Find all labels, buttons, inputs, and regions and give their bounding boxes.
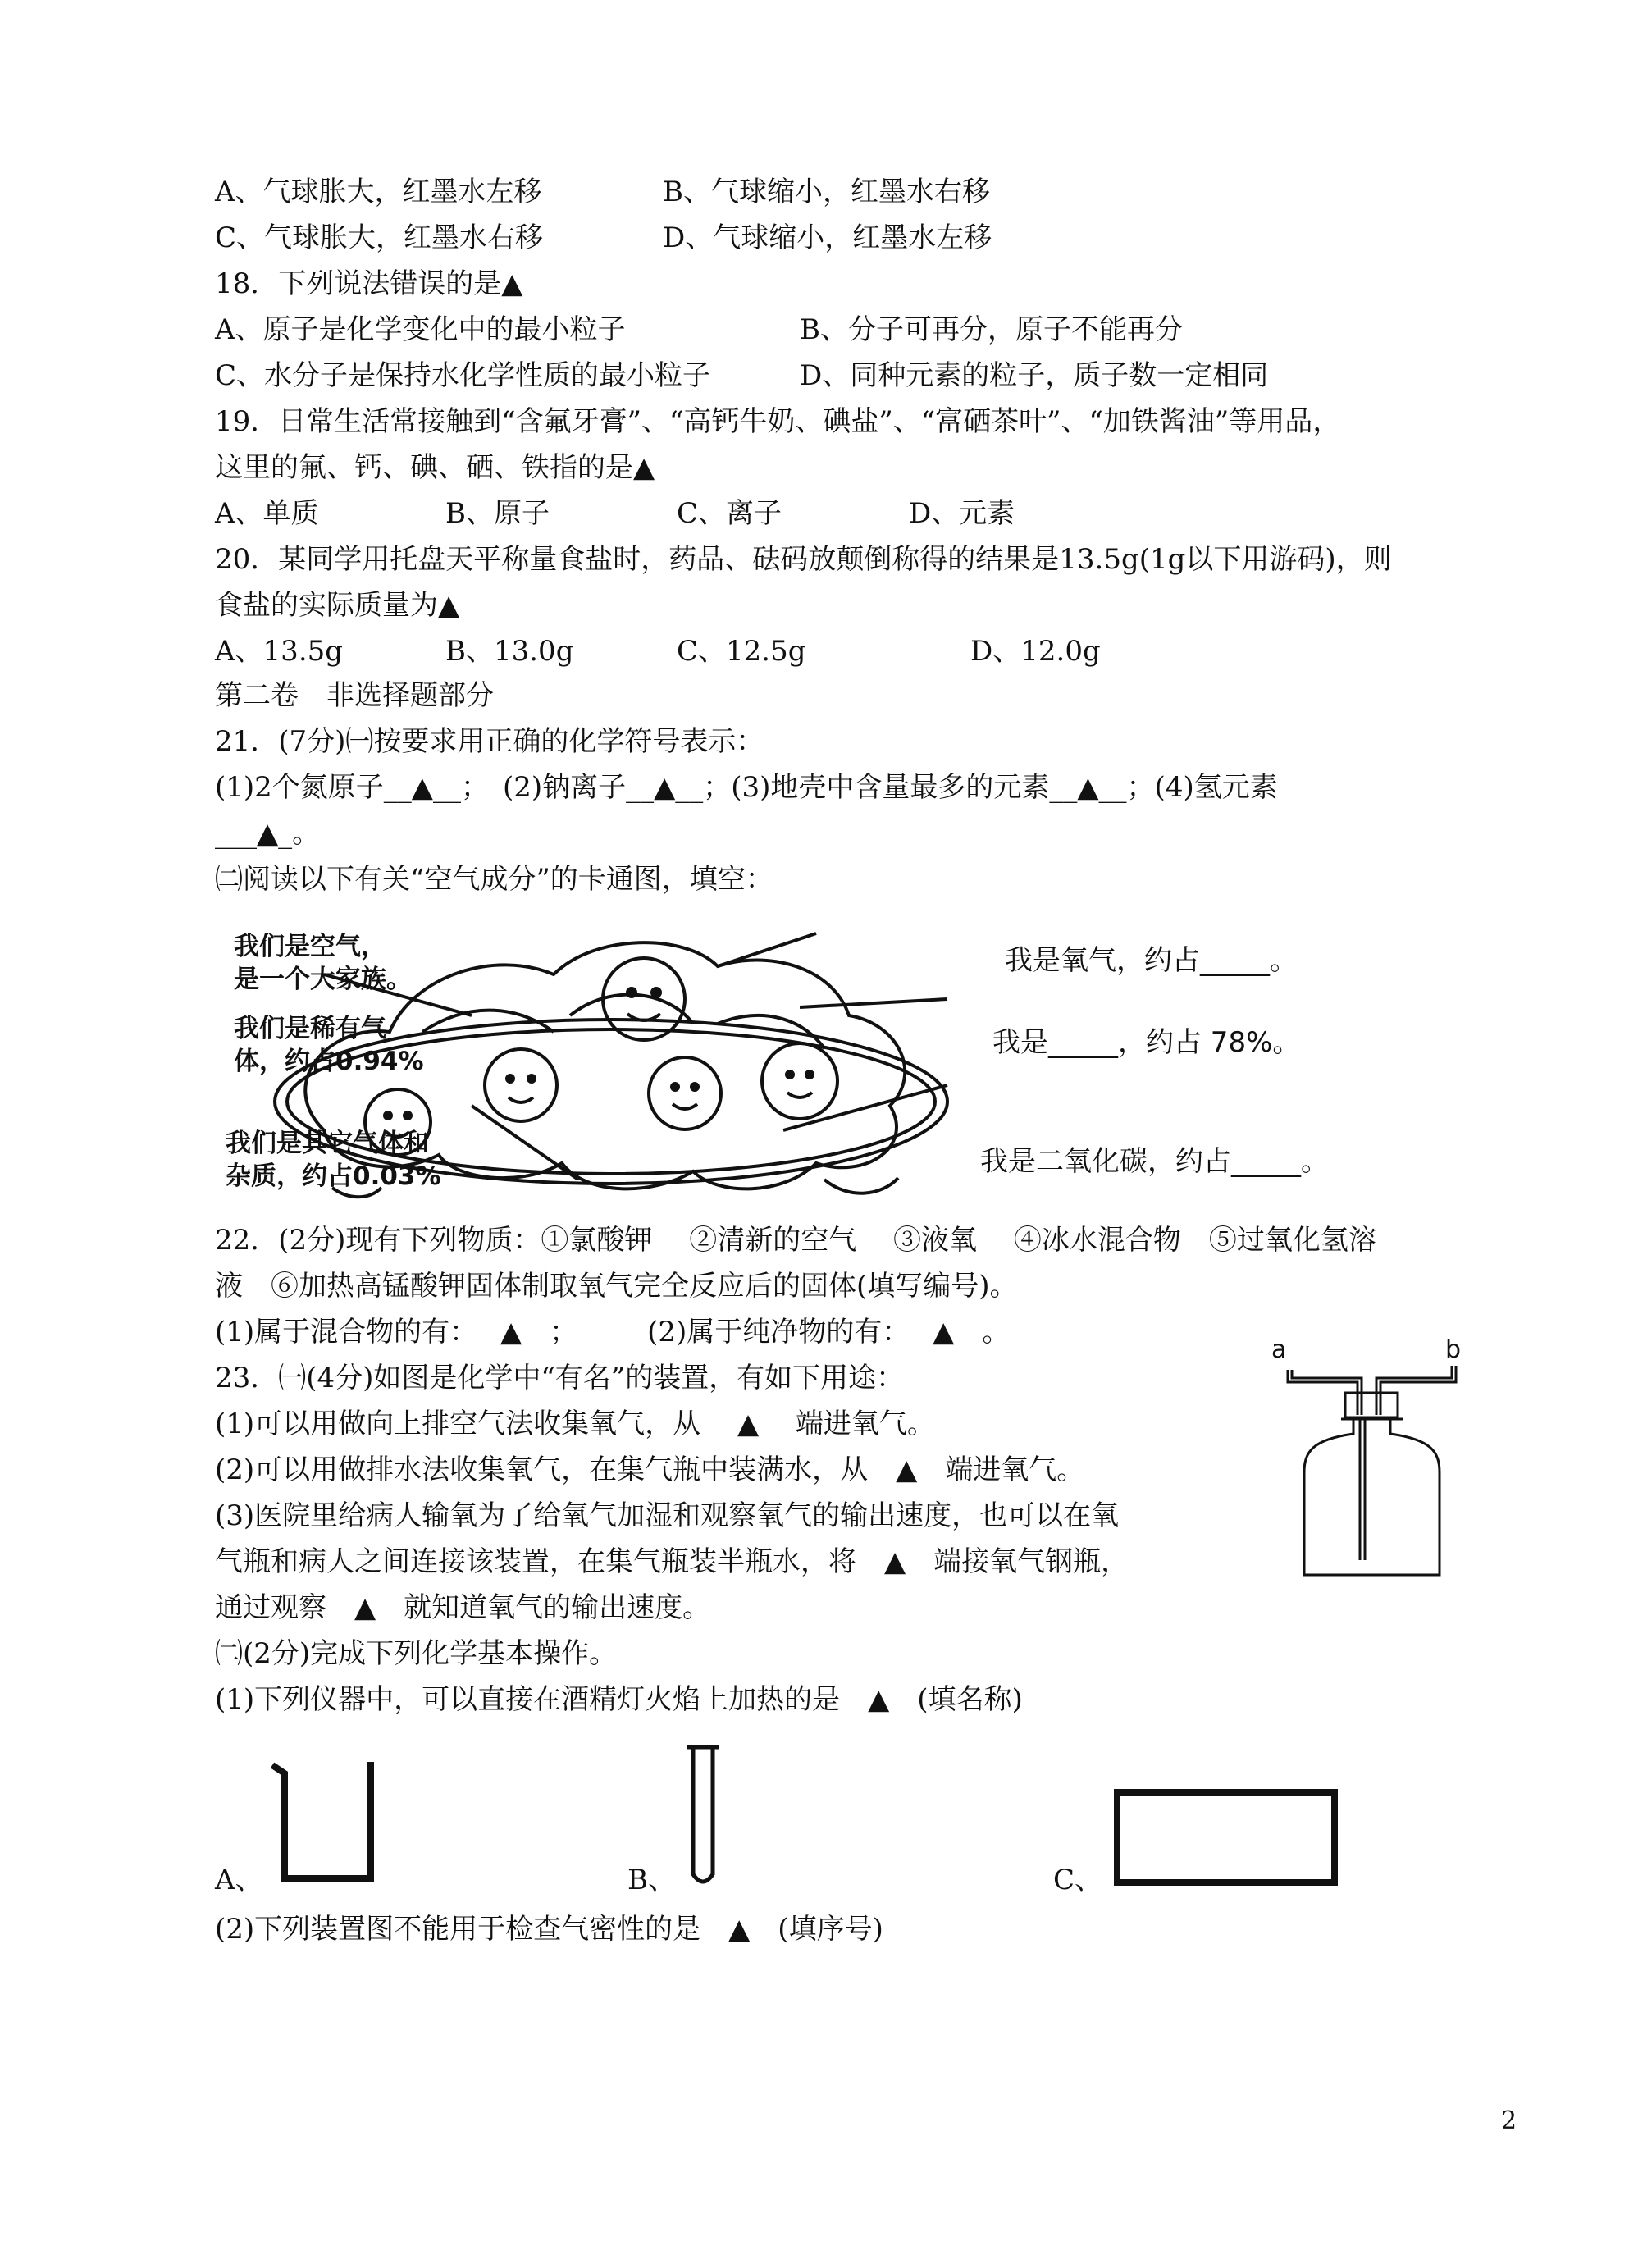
instrument-label-a: A、 [215,1864,263,1896]
q21-stem-1: 21．(7分)㈠按要求用正确的化学符号表示： [215,725,764,758]
q17-option-b: B、气球缩小，红墨水右移 [663,176,990,208]
q23-stem-2: (1)可以用做向上排空气法收集氧气，从 ▲ 端进氧气。 [215,1408,935,1440]
q23-stem-7: ㈡(2分)完成下列化学基本操作。 [215,1637,618,1670]
q18-stem: 18．下列说法错误的是▲ [215,267,523,300]
q23-stem-4: (3)医院里给病人输氧为了给氧气加湿和观察氧气的输出速度，也可以在氧 [215,1499,1120,1532]
note-oxygen: 我是氧气，约占_____。 [1005,944,1298,977]
q22-stem-1: 22．(2分)现有下列物质：①氯酸钾 ②清新的空气 ③液氧 ④冰水混合物 ⑤过氧化氢溶 [215,1224,1376,1257]
q22-stem-3: (1)属于混合物的有： ▲ ； (2)属于纯净物的有： ▲ 。 [215,1316,1011,1348]
q21-stem-3: ___▲_。 [215,817,321,850]
bubble-air-line1: 我们是空气， [234,932,386,961]
q20-option-a: A、13.5g [215,635,344,668]
q19-stem-1: 19．日常生活常接触到“含氟牙膏”、“高钙牛奶、碘盐”、“富硒茶叶”、“加铁酱油”等用品， [215,405,1341,438]
q20-option-b: B、13.0g [445,635,574,668]
q23-stem-5: 气瓶和病人之间连接该装置，在集气瓶装半瓶水，将 ▲ 端接氧气钢瓶， [215,1545,1129,1578]
test-tube-icon [678,1743,728,1891]
bubble-other-gas-line2: 杂质，约占0.03% [226,1161,441,1191]
bubble-air-line2: 是一个大家族。 [234,965,412,994]
gas-bottle-drawing [1271,1337,1468,1583]
evaporating-dish-icon [1113,1788,1343,1895]
q19-option-a: A、单质 [215,497,319,530]
q18-option-d: D、同种元素的粒子，质子数一定相同 [800,359,1269,392]
q19-option-c: C、离子 [677,497,782,530]
q21-stem-2: (1)2个氮原子__▲__； (2)钠离子__▲__；(3)地壳中含量最多的元素__▲__；(4)氢元素 [215,771,1278,804]
q20-stem-2: 食盐的实际质量为▲ [215,589,460,622]
air-cartoon [226,917,1357,1212]
q19-option-d: D、元素 [909,497,1015,530]
q19-option-b: B、原子 [445,497,550,530]
instrument-label-b: B、 [627,1864,676,1896]
q17-option-a: A、气球胀大，红墨水左移 [215,176,542,208]
q23-stem-1: 23．㈠(4分)如图是化学中“有名”的装置，有如下用途： [215,1362,905,1394]
bottle-label-b: b [1445,1335,1462,1364]
q19-stem-2: 这里的氟、钙、碘、硒、铁指的是▲ [215,451,655,484]
bubble-other-gas-line1: 我们是其它气体和 [226,1129,429,1158]
bubble-rare-gas-line1: 我们是稀有气 [234,1014,386,1043]
q22-stem-2: 液 ⑥加热高锰酸钾固体制取氧气完全反应后的固体(填写编号)。 [215,1270,1018,1303]
q23-stem-6: 通过观察 ▲ 就知道氧气的输出速度。 [215,1591,711,1624]
instrument-label-c: C、 [1053,1864,1103,1896]
q23-stem-8: (1)下列仪器中，可以直接在酒精灯火焰上加热的是 ▲ (填名称) [215,1683,1023,1716]
q18-option-b: B、分子可再分，原子不能再分 [800,313,1183,346]
gas-bottle-figure [1271,1337,1468,1583]
q18-option-a: A、原子是化学变化中的最小粒子 [215,313,626,346]
q17-option-d: D、气球缩小，红墨水左移 [663,221,992,254]
bubble-rare-gas-line2: 体，约占0.94% [234,1047,424,1076]
note-carbon-dioxide: 我是二氧化碳，约占_____。 [980,1145,1329,1178]
q23-stem-3: (2)可以用做排水法收集氧气，在集气瓶中装满水，从 ▲ 端进氧气。 [215,1453,1085,1486]
bottle-label-a: a [1271,1335,1287,1364]
beaker-icon [268,1755,383,1887]
q20-option-c: C、12.5g [677,635,806,668]
instruments-row [215,1739,1380,1903]
q18-option-c: C、水分子是保持水化学性质的最小粒子 [215,359,711,392]
q20-stem-1: 20．某同学用托盘天平称量食盐时，药品、砝码放颠倒称得的结果是13.5g(1g以下用游码)，则 [215,543,1392,576]
q17-option-c: C、气球胀大，红墨水右移 [215,221,544,254]
q20-option-d: D、12.0g [970,635,1101,668]
q21-stem-4: ㈡阅读以下有关“空气成分”的卡通图，填空： [215,863,773,896]
q23-stem-9: (2)下列装置图不能用于检查气密性的是 ▲ (填序号) [215,1913,883,1946]
page-number: 2 [1501,2106,1517,2135]
note-nitrogen: 我是_____，约占 78%。 [992,1026,1301,1059]
part2-heading: 第二卷 非选择题部分 [215,679,494,712]
